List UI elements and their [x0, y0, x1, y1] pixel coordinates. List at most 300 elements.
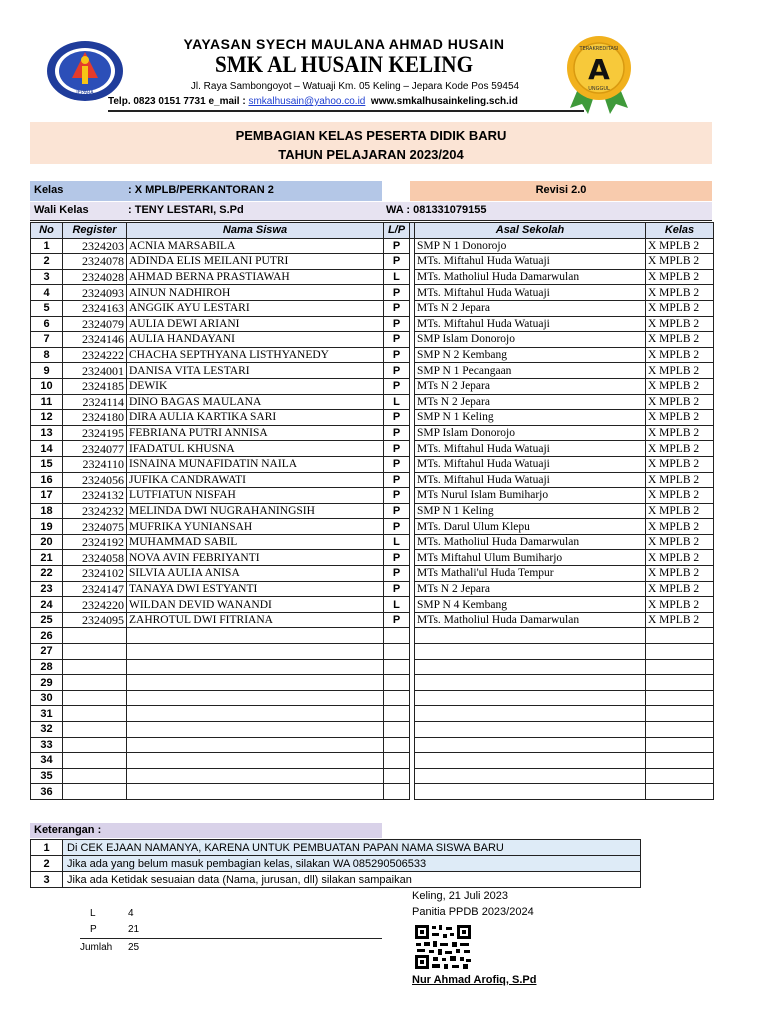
table-row: [31, 394, 714, 410]
cell-name: DANISA VITA LESTARI: [127, 363, 384, 379]
academic-year: TAHUN PELAJARAN 2023/204: [278, 147, 464, 162]
badge-top-text: TERAKREDITASI: [579, 46, 619, 52]
cell-name: ANGGIK AYU LESTARI: [127, 300, 384, 316]
table-row: [31, 410, 714, 426]
cell-origin-school: [415, 784, 646, 800]
cell-register: 2324192: [63, 534, 127, 550]
cell-name: AULIA DEWI ARIANI: [127, 316, 384, 332]
cell-origin-school: MTs Mathali'ul Huda Tempur: [415, 566, 646, 582]
cell-no: 31: [31, 706, 63, 722]
cell-gender: [384, 768, 410, 784]
cell-name: [127, 753, 384, 769]
cell-gender: P: [384, 566, 410, 582]
document-title: PEMBAGIAN KELAS PESERTA DIDIK BARU: [235, 128, 507, 143]
cell-origin-school: MTs. Matholiul Huda Damarwulan: [415, 612, 646, 628]
cell-name: [127, 675, 384, 691]
cell-origin-school: MTs. Miftahul Huda Watuaji: [415, 316, 646, 332]
cell-gender: P: [384, 519, 410, 535]
cell-register: 2324163: [63, 300, 127, 316]
table-row: [31, 300, 714, 316]
cell-name: AHMAD BERNA PRASTIAWAH: [127, 269, 384, 285]
cell-class: X MPLB 2: [646, 519, 714, 535]
table-row: [31, 675, 714, 691]
cell-origin-school: SMP N 2 Kembang: [415, 347, 646, 363]
cell-class: X MPLB 2: [646, 410, 714, 426]
cell-no: 4: [31, 285, 63, 301]
note-row: [31, 872, 641, 888]
cell-class: X MPLB 2: [646, 566, 714, 582]
cell-name: [127, 768, 384, 784]
cell-name: ADINDA ELIS MEILANI PUTRI: [127, 254, 384, 270]
cell-name: WILDAN DEVID WANANDI: [127, 597, 384, 613]
cell-class: X MPLB 2: [646, 285, 714, 301]
cell-gender: P: [384, 363, 410, 379]
cell-no: 2: [31, 254, 63, 270]
email-link[interactable]: smkalhusain@yahoo.co.id: [248, 96, 366, 107]
cell-register: 2324185: [63, 378, 127, 394]
cell-class: X MPLB 2: [646, 534, 714, 550]
school-name: SMK AL HUSAIN KELING: [214, 52, 474, 77]
table-row: [31, 332, 714, 348]
cell-name: DINO BAGAS MAULANA: [127, 394, 384, 410]
table-row: [31, 534, 714, 550]
table-row: [31, 706, 714, 722]
cell-register: 2324232: [63, 503, 127, 519]
note-text: Jika ada yang belum masuk pembagian kelas, silakan WA 085290506533: [63, 856, 641, 872]
cell-class: X MPLB 2: [646, 488, 714, 504]
foundation-name: YAYASAN SYECH MAULANA AHMAD HUSAIN: [183, 36, 505, 52]
cell-register: 2324203: [63, 238, 127, 254]
cell-no: 5: [31, 300, 63, 316]
cell-register: 2324078: [63, 254, 127, 270]
phone-text: Telp. 0823 0151 7731 e_mail :: [108, 96, 249, 107]
table-row: [31, 753, 714, 769]
cell-no: 11: [31, 394, 63, 410]
table-row: [31, 488, 714, 504]
cell-gender: P: [384, 316, 410, 332]
cell-class: X MPLB 2: [646, 456, 714, 472]
cell-gender: P: [384, 441, 410, 457]
cell-no: 12: [31, 410, 63, 426]
cell-no: 7: [31, 332, 63, 348]
cell-name: ISNAINA MUNAFIDATIN NAILA: [127, 456, 384, 472]
cell-gender: P: [384, 488, 410, 504]
table-header-row: [31, 223, 714, 239]
cell-class: X MPLB 2: [646, 347, 714, 363]
table-row: [31, 737, 714, 753]
cell-class: X MPLB 2: [646, 612, 714, 628]
table-row: [31, 456, 714, 472]
cell-origin-school: MTs Nurul Islam Bumiharjo: [415, 488, 646, 504]
cell-name: TANAYA DWI ESTYANTI: [127, 581, 384, 597]
cell-register: [63, 644, 127, 660]
cell-origin-school: SMP N 1 Keling: [415, 410, 646, 426]
cell-register: [63, 753, 127, 769]
cell-class: X MPLB 2: [646, 550, 714, 566]
cell-no: 8: [31, 347, 63, 363]
cell-name: [127, 659, 384, 675]
cell-gender: P: [384, 238, 410, 254]
cell-origin-school: MTs. Miftahul Huda Watuaji: [415, 254, 646, 270]
table-row: [31, 441, 714, 457]
cell-register: 2324114: [63, 394, 127, 410]
table-row: [31, 784, 714, 800]
cell-register: 2324001: [63, 363, 127, 379]
cell-class: [646, 706, 714, 722]
note-text: Di CEK EJAAN NAMANYA, KARENA UNTUK PEMBUATAN PAPAN NAMA SISWA BARU: [63, 840, 641, 856]
cell-gender: P: [384, 503, 410, 519]
website-text: www.smkalhusainkeling.sch.id: [370, 96, 518, 107]
cell-no: 35: [31, 768, 63, 784]
school-address: Jl. Raya Sambongoyot – Watuaji Km. 05 Keling – Jepara Kode Pos 59454: [190, 81, 520, 92]
cell-no: 36: [31, 784, 63, 800]
cell-origin-school: [415, 768, 646, 784]
cell-register: [63, 768, 127, 784]
cell-no: 16: [31, 472, 63, 488]
table-row: [31, 378, 714, 394]
cell-origin-school: MTs Miftahul Ulum Bumiharjo: [415, 550, 646, 566]
note-row: [31, 856, 641, 872]
cell-class: X MPLB 2: [646, 254, 714, 270]
cell-register: [63, 690, 127, 706]
cell-origin-school: SMP N 1 Donorojo: [415, 238, 646, 254]
cell-no: 21: [31, 550, 63, 566]
cell-gender: L: [384, 597, 410, 613]
table-row: [31, 768, 714, 784]
cell-no: 3: [31, 269, 63, 285]
header-no: No: [31, 223, 63, 239]
cell-class: X MPLB 2: [646, 332, 714, 348]
cell-gender: [384, 706, 410, 722]
table-row: [31, 690, 714, 706]
cell-class: X MPLB 2: [646, 363, 714, 379]
cell-gender: P: [384, 550, 410, 566]
cell-gender: L: [384, 269, 410, 285]
cell-no: 22: [31, 566, 63, 582]
table-row: [31, 316, 714, 332]
note-number: 1: [31, 840, 63, 856]
cell-origin-school: MTs N 2 Jepara: [415, 300, 646, 316]
table-row: [31, 472, 714, 488]
cell-no: 6: [31, 316, 63, 332]
cell-gender: [384, 659, 410, 675]
cell-no: 27: [31, 644, 63, 660]
cell-register: 2324093: [63, 285, 127, 301]
cell-register: 2324195: [63, 425, 127, 441]
cell-origin-school: MTs N 2 Jepara: [415, 581, 646, 597]
cell-name: MELINDA DWI NUGRAHANINGSIH: [127, 503, 384, 519]
cell-class: [646, 753, 714, 769]
table-row: [31, 659, 714, 675]
cell-name: [127, 628, 384, 644]
table-row: [31, 628, 714, 644]
cell-class: X MPLB 2: [646, 597, 714, 613]
cell-origin-school: SMP N 1 Pecangaan: [415, 363, 646, 379]
note-row: [31, 840, 641, 856]
cell-register: 2324110: [63, 456, 127, 472]
table-row: [31, 363, 714, 379]
cell-origin-school: [415, 675, 646, 691]
cell-gender: [384, 753, 410, 769]
cell-origin-school: MTs. Darul Ulum Klepu: [415, 519, 646, 535]
cell-register: 2324147: [63, 581, 127, 597]
cell-origin-school: [415, 722, 646, 738]
cell-register: 2324220: [63, 597, 127, 613]
cell-gender: P: [384, 347, 410, 363]
cell-no: 30: [31, 690, 63, 706]
note-number: 3: [31, 872, 63, 888]
cell-name: [127, 737, 384, 753]
homeroom-label: Wali Kelas: [34, 204, 89, 216]
cell-register: 2324079: [63, 316, 127, 332]
male-label: L: [90, 908, 96, 919]
cell-origin-school: [415, 753, 646, 769]
cell-name: ZAHROTUL DWI FITRIANA: [127, 612, 384, 628]
cell-name: MUFRIKA YUNIANSAH: [127, 519, 384, 535]
cell-class: X MPLB 2: [646, 269, 714, 285]
cell-class: X MPLB 2: [646, 316, 714, 332]
total-label: Jumlah: [80, 942, 113, 953]
cell-name: MUHAMMAD SABIL: [127, 534, 384, 550]
table-row: [31, 612, 714, 628]
cell-name: ACNIA MARSABILA: [127, 238, 384, 254]
cell-class: X MPLB 2: [646, 441, 714, 457]
cell-no: 17: [31, 488, 63, 504]
cell-origin-school: MTs. Miftahul Huda Watuaji: [415, 441, 646, 457]
cell-origin-school: SMP N 4 Kembang: [415, 597, 646, 613]
cell-no: 20: [31, 534, 63, 550]
cell-origin-school: SMP N 1 Keling: [415, 503, 646, 519]
cell-name: JUFIKA CANDRAWATI: [127, 472, 384, 488]
cell-class: [646, 768, 714, 784]
cell-no: 18: [31, 503, 63, 519]
header-gender: L/P: [384, 223, 410, 239]
cell-class: X MPLB 2: [646, 378, 714, 394]
cell-gender: P: [384, 581, 410, 597]
cell-register: [63, 675, 127, 691]
cell-class: [646, 722, 714, 738]
school-logo: [46, 40, 124, 102]
revision-label: Revisi 2.0: [535, 184, 587, 196]
cell-class: X MPLB 2: [646, 581, 714, 597]
cell-class: [646, 675, 714, 691]
male-count: 4: [128, 908, 134, 919]
cell-origin-school: MTs. Matholiul Huda Damarwulan: [415, 269, 646, 285]
cell-register: 2324095: [63, 612, 127, 628]
note-number: 2: [31, 856, 63, 872]
committee-role: Panitia PPDB 2023/2024: [412, 906, 534, 918]
cell-name: DEWIK: [127, 378, 384, 394]
cell-no: 29: [31, 675, 63, 691]
notes-table: [30, 839, 641, 888]
cell-gender: P: [384, 254, 410, 270]
cell-class: [646, 690, 714, 706]
cell-register: [63, 659, 127, 675]
logo-text: JEPARA: [76, 90, 94, 96]
cell-gender: [384, 690, 410, 706]
cell-gender: [384, 737, 410, 753]
whatsapp-number: WA : 081331079155: [386, 204, 487, 216]
cell-name: CHACHA SEPTHYANA LISTHYANEDY: [127, 347, 384, 363]
cell-class: [646, 659, 714, 675]
cell-origin-school: MTs N 2 Jepara: [415, 378, 646, 394]
cell-origin-school: MTs. Matholiul Huda Damarwulan: [415, 534, 646, 550]
cell-class: X MPLB 2: [646, 503, 714, 519]
table-row: [31, 566, 714, 582]
cell-name: FEBRIANA PUTRI ANNISA: [127, 425, 384, 441]
table-row: [31, 644, 714, 660]
cell-origin-school: MTs. Miftahul Huda Watuaji: [415, 285, 646, 301]
header-register: Register: [63, 223, 127, 239]
cell-class: X MPLB 2: [646, 472, 714, 488]
cell-origin-school: [415, 659, 646, 675]
signatory-name: Nur Ahmad Arofiq, S.Pd: [412, 974, 537, 986]
table-row: [31, 581, 714, 597]
cell-no: 15: [31, 456, 63, 472]
cell-gender: P: [384, 410, 410, 426]
info-divider: [30, 220, 712, 221]
cell-no: 1: [31, 238, 63, 254]
cell-name: [127, 722, 384, 738]
badge-grade: A: [588, 53, 610, 86]
cell-name: NOVA AVIN FEBRIYANTI: [127, 550, 384, 566]
cell-name: [127, 706, 384, 722]
cell-class: X MPLB 2: [646, 238, 714, 254]
cell-origin-school: [415, 737, 646, 753]
cell-no: 23: [31, 581, 63, 597]
cell-class: [646, 784, 714, 800]
cell-register: [63, 737, 127, 753]
cell-register: 2324075: [63, 519, 127, 535]
table-row: [31, 269, 714, 285]
cell-no: 25: [31, 612, 63, 628]
qr-code-icon: [414, 924, 472, 970]
table-row: [31, 722, 714, 738]
cell-no: 28: [31, 659, 63, 675]
badge-bottom-text: UNGGUL: [588, 86, 610, 92]
notes-label: Keterangan :: [34, 824, 102, 836]
cell-register: [63, 628, 127, 644]
cell-class: X MPLB 2: [646, 300, 714, 316]
cell-class: X MPLB 2: [646, 394, 714, 410]
cell-gender: [384, 784, 410, 800]
cell-register: 2324077: [63, 441, 127, 457]
table-row: [31, 347, 714, 363]
cell-gender: [384, 722, 410, 738]
cell-origin-school: [415, 706, 646, 722]
cell-register: 2324056: [63, 472, 127, 488]
cell-register: [63, 706, 127, 722]
cell-no: 33: [31, 737, 63, 753]
cell-gender: P: [384, 378, 410, 394]
table-row: [31, 519, 714, 535]
homeroom-value: : TENY LESTARI, S.Pd: [128, 204, 244, 216]
place-date: Keling, 21 Juli 2023: [412, 890, 509, 902]
cell-no: 19: [31, 519, 63, 535]
cell-name: IFADATUL KHUSNA: [127, 441, 384, 457]
cell-origin-school: MTs N 2 Jepara: [415, 394, 646, 410]
table-row: [31, 238, 714, 254]
cell-no: 26: [31, 628, 63, 644]
cell-no: 13: [31, 425, 63, 441]
cell-register: 2324102: [63, 566, 127, 582]
cell-gender: P: [384, 456, 410, 472]
cell-class: X MPLB 2: [646, 425, 714, 441]
cell-gender: P: [384, 332, 410, 348]
cell-gender: [384, 628, 410, 644]
cell-origin-school: MTs. Miftahul Huda Watuaji: [415, 472, 646, 488]
cell-gender: P: [384, 300, 410, 316]
cell-register: 2324146: [63, 332, 127, 348]
cell-gender: P: [384, 285, 410, 301]
cell-origin-school: SMP Islam Donorojo: [415, 332, 646, 348]
header-name: Nama Siswa: [127, 223, 384, 239]
cell-origin-school: [415, 644, 646, 660]
header-origin-school: Asal Sekolah: [415, 223, 646, 239]
cell-no: 14: [31, 441, 63, 457]
cell-origin-school: [415, 690, 646, 706]
cell-origin-school: MTs. Miftahul Huda Watuaji: [415, 456, 646, 472]
summary-divider: [80, 938, 382, 939]
cell-no: 9: [31, 363, 63, 379]
class-label: Kelas: [34, 184, 64, 196]
note-text: Jika ada Ketidak sesuaian data (Nama, jurusan, dll) silakan sampaikan: [63, 872, 641, 888]
cell-no: 32: [31, 722, 63, 738]
cell-gender: P: [384, 612, 410, 628]
cell-class: [646, 628, 714, 644]
cell-register: 2324222: [63, 347, 127, 363]
cell-name: DIRA AULIA KARTIKA SARI: [127, 410, 384, 426]
table-row: [31, 285, 714, 301]
table-row: [31, 503, 714, 519]
cell-gender: [384, 644, 410, 660]
cell-gender: P: [384, 472, 410, 488]
total-count: 25: [128, 942, 140, 953]
cell-register: 2324180: [63, 410, 127, 426]
female-count: 21: [128, 924, 140, 935]
cell-gender: P: [384, 425, 410, 441]
accreditation-badge-icon: [562, 34, 636, 114]
cell-name: AINUN NADHIROH: [127, 285, 384, 301]
cell-name: [127, 644, 384, 660]
table-row: [31, 550, 714, 566]
cell-no: 34: [31, 753, 63, 769]
female-label: P: [90, 924, 97, 935]
cell-class: [646, 737, 714, 753]
header-divider: [108, 110, 584, 112]
cell-register: [63, 784, 127, 800]
table-row: [31, 254, 714, 270]
cell-class: [646, 644, 714, 660]
cell-origin-school: SMP Islam Donorojo: [415, 425, 646, 441]
table-row: [31, 425, 714, 441]
cell-name: [127, 690, 384, 706]
cell-gender: L: [384, 534, 410, 550]
cell-register: [63, 722, 127, 738]
class-value: : X MPLB/PERKANTORAN 2: [128, 184, 274, 196]
table-row: [31, 597, 714, 613]
cell-register: 2324132: [63, 488, 127, 504]
contact-line: [108, 96, 578, 107]
cell-name: AULIA HANDAYANI: [127, 332, 384, 348]
cell-register: 2324028: [63, 269, 127, 285]
cell-no: 10: [31, 378, 63, 394]
header-class: Kelas: [646, 223, 714, 239]
student-table: [30, 222, 714, 800]
cell-gender: [384, 675, 410, 691]
cell-gender: L: [384, 394, 410, 410]
cell-no: 24: [31, 597, 63, 613]
